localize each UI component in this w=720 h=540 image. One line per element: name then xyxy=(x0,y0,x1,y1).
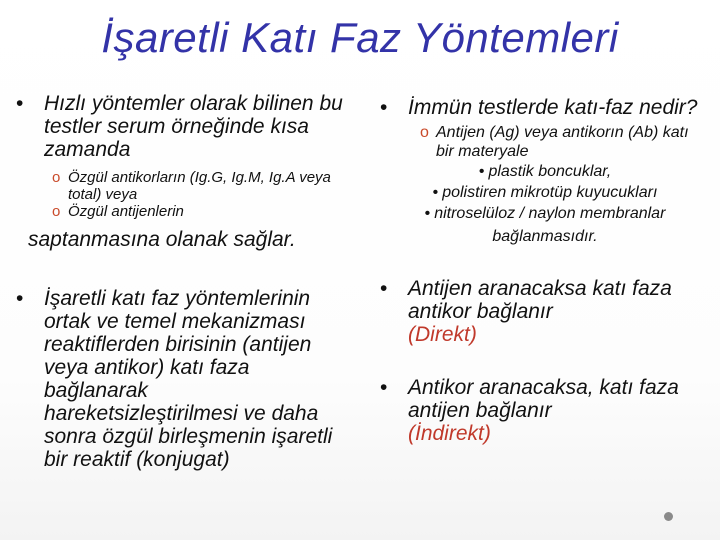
decorative-dot-icon xyxy=(664,512,673,521)
right-bullet-3-tag: (İndirekt) xyxy=(408,422,491,445)
right-sub-item-text: Antijen (Ag) veya antikorın (Ab) katı bir materyale xyxy=(436,124,689,160)
bullet-dot-icon: • xyxy=(380,376,388,399)
bullet-dot-icon: • xyxy=(16,92,24,115)
left-continuation: saptanmasına olanak sağlar. xyxy=(28,228,296,251)
left-sub-item-2 xyxy=(16,203,366,220)
bullet-dot-icon: • xyxy=(424,205,431,222)
left-bullet-1-text: Hızlı yöntemler olarak bilinen bu testler serum örneğinde kısa zamanda xyxy=(44,92,343,161)
circle-marker-icon: o xyxy=(52,203,61,220)
bullet-dot-icon: • xyxy=(380,277,388,300)
right-bullet-1 xyxy=(380,96,708,119)
right-list-item-1: • plastik boncuklar, xyxy=(478,163,612,180)
bullet-dot-icon: • xyxy=(380,96,388,119)
left-sub-item-1-text: Özgül antikorların (Ig.G, Ig.M, Ig.A veya total) veya xyxy=(68,169,331,203)
left-sub-item-1 xyxy=(16,169,366,203)
right-bullet-2 xyxy=(380,277,708,346)
left-bullet-1 xyxy=(16,92,366,161)
right-bullet-2-text: Antijen aranacaksa katı faza antikor bağlanır xyxy=(408,277,672,323)
right-sub-item xyxy=(380,123,710,161)
bullet-dot-icon: • xyxy=(16,287,24,310)
left-bullet-2-text: İşaretli katı faz yöntemlerinin ortak ve temel mekanizması reaktiflerden birisinin (antijen veya antikor) katı faza bağlanarak hareketsizleştirilmesi ve daha sonra özgül birleşmenin işaretli bir reaktif (konjugat) xyxy=(44,287,333,471)
right-bullet-1-text: İmmün testlerde katı-faz nedir? xyxy=(408,96,698,119)
right-bullet-3 xyxy=(380,376,708,445)
right-column xyxy=(380,96,710,445)
right-list-item-3: • nitroselüloz / naylon membranlar xyxy=(424,205,666,222)
left-sub-item-2-text: Özgül antijenlerin xyxy=(68,203,184,220)
bullet-dot-icon: • xyxy=(478,163,485,180)
right-bullet-2-tag: (Direkt) xyxy=(408,323,477,346)
slide-title: İşaretli Katı Faz Yöntemleri xyxy=(101,14,619,61)
circle-marker-icon: o xyxy=(52,169,61,186)
circle-marker-icon: o xyxy=(420,124,429,141)
left-bullet-2 xyxy=(16,287,344,471)
left-column xyxy=(16,92,366,471)
right-tail-text: bağlanmasıdır. xyxy=(492,228,598,245)
bullet-dot-icon: • xyxy=(432,184,439,201)
right-list-item-2: • polistiren mikrotüp kuyucukları xyxy=(432,184,658,201)
right-bullet-3-text: Antikor aranacaksa, katı faza antijen bağlanır xyxy=(408,376,679,422)
